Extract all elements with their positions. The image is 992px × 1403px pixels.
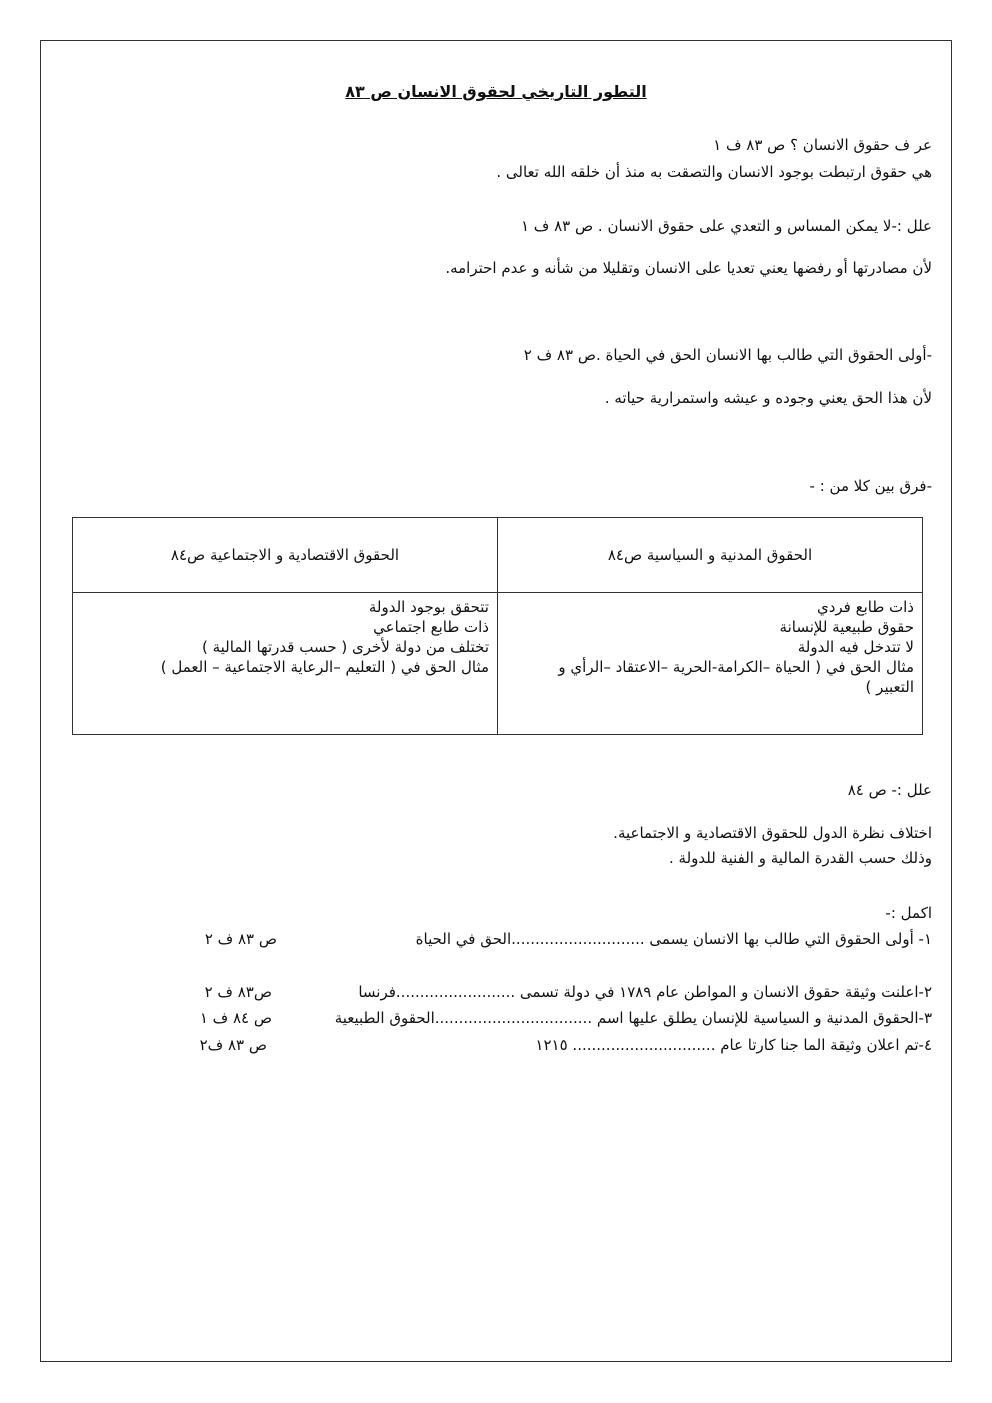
definition-answer: هي حقوق ارتبطت بوجود الانسان والتصقت به منذ أن خلقه الله تعالى . — [496, 163, 932, 181]
reason1-answer: لأن مصادرتها أو رفضها يعني تعديا على الانسان وتقليلا من شأنه و عدم احترامه. — [445, 259, 932, 277]
civil-item: حقوق طبيعية للإنسانة — [779, 618, 914, 636]
complete-item-text: ٣-الحقوق المدنية و السياسية للإنسان يطلق عليها اسم .................................الحقوق الطبيعية — [334, 1009, 932, 1027]
complete-item-text: ١- أولى الحقوق التي طالب بها الانسان يسمى ............................الحق في الحياة — [415, 930, 932, 948]
complete-item-ref: ص ٨٤ ف ١ — [199, 1009, 272, 1027]
complete-label: اكمل :- — [885, 904, 932, 922]
complete-item-text: ٢-اعلنت وثيقة حقوق الانسان و المواطن عام ١٧٨٩ في دولة تسمى .........................فرنسا — [358, 983, 932, 1001]
table-cell-economic — [73, 593, 498, 735]
reason2-answer-line1: اختلاف نظرة الدول للحقوق الاقتصادية و الاجتماعية. — [613, 824, 932, 842]
table-header-civil: الحقوق المدنية و السياسية ص٨٤ — [498, 518, 923, 593]
difference-label: -فرق بين كلا من : - — [809, 477, 932, 495]
civil-item: التعبير ) — [865, 678, 914, 696]
reason1-question: علل :-لا يمكن المساس و التعدي على حقوق الانسان . ص ٨٣ ف ١ — [520, 217, 932, 235]
definition-question: عر ف حقوق الانسان ؟ ص ٨٣ ف ١ — [713, 136, 932, 154]
complete-item-ref: ص ٨٣ ف٢ — [199, 1036, 267, 1054]
economic-item: تختلف من دولة لأخرى ( حسب قدرتها المالية ) — [201, 638, 489, 656]
reason2-question: علل :- ص ٨٤ — [847, 781, 932, 799]
complete-item-ref: ص٨٣ ف ٢ — [204, 983, 272, 1001]
comparison-table — [72, 517, 923, 735]
civil-item: مثال الحق في ( الحياة –الكرامة-الحرية –الاعتقاد –الرأي و — [558, 658, 914, 676]
civil-item: لا تتدخل فيه الدولة — [797, 638, 914, 656]
reason2-answer-line2: وذلك حسب القدرة المالية و الفنية للدولة . — [668, 849, 932, 867]
first-rights-question: -أولى الحقوق التي طالب بها الانسان الحق في الحياة .ص ٨٣ ف ٢ — [523, 346, 932, 364]
economic-item: تتحقق بوجود الدولة — [368, 598, 489, 616]
complete-item-text: ٤-تم اعلان وثيقة الما جنا كارتا عام .............................. ١٢١٥ — [535, 1036, 932, 1054]
table-header-economic: الحقوق الاقتصادية و الاجتماعية ص٨٤ — [73, 518, 498, 593]
economic-item: مثال الحق في ( التعليم –الرعاية الاجتماعية – العمل ) — [160, 658, 489, 676]
page-title: التطور التاريخي لحقوق الانسان ص ٨٣ — [345, 82, 647, 101]
civil-item: ذات طابع فردي — [816, 598, 914, 616]
complete-item-ref: ص ٨٣ ف ٢ — [204, 930, 277, 948]
first-rights-answer: لأن هذا الحق يعني وجوده و عيشه واستمرارية حياته . — [604, 389, 932, 407]
table-cell-civil — [498, 593, 923, 735]
economic-item: ذات طابع اجتماعي — [373, 618, 489, 636]
